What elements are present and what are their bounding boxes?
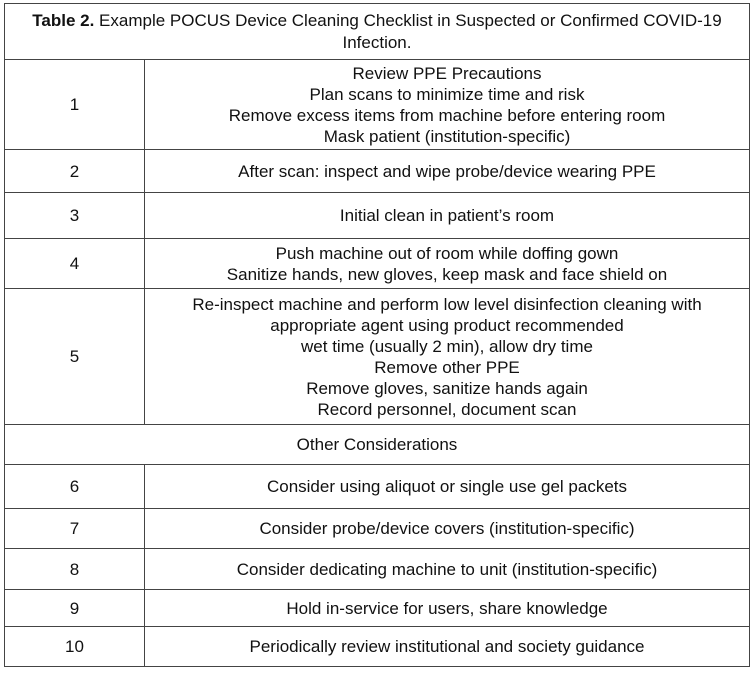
step-line: Review PPE Precautions	[352, 63, 542, 83]
table-row	[5, 239, 750, 289]
step-number: 1	[5, 60, 145, 150]
table-row	[5, 627, 750, 667]
step-line: Push machine out of room while doffing gown	[275, 243, 619, 263]
step-number: 6	[5, 465, 145, 509]
step-number: 10	[5, 627, 145, 667]
step-line: Sanitize hands, new gloves, keep mask and face shield on	[226, 264, 668, 284]
table-row	[5, 549, 750, 590]
step-description: Periodically review institutional and society guidance	[145, 627, 750, 667]
step-description: Consider using aliquot or single use gel packets	[145, 465, 750, 509]
step-line: Record personnel, document scan	[317, 399, 577, 419]
step-number: 8	[5, 549, 145, 590]
step-number: 3	[5, 193, 145, 239]
table-row	[5, 60, 750, 150]
section-header: Other Considerations	[5, 425, 750, 465]
step-description: Hold in-service for users, share knowledge	[145, 590, 750, 627]
step-number: 4	[5, 239, 145, 289]
step-line: Re-inspect machine and perform low level disinfection cleaning with	[192, 294, 702, 314]
step-description	[145, 150, 750, 193]
step-line: Mask patient (institution-specific)	[323, 126, 571, 146]
step-description: Consider probe/device covers (institution-specific)	[145, 509, 750, 549]
step-number: 7	[5, 509, 145, 549]
step-number: 9	[5, 590, 145, 627]
table-caption	[5, 4, 750, 60]
table-row	[5, 590, 750, 627]
step-line: Remove gloves, sanitize hands again	[306, 378, 588, 398]
table-row	[5, 289, 750, 425]
step-number: 2	[5, 150, 145, 193]
checklist-table	[4, 3, 750, 667]
step-description	[145, 289, 750, 425]
caption-label: Table 2.	[32, 10, 95, 30]
table-row	[5, 465, 750, 509]
step-line: wet time (usually 2 min), allow dry time	[301, 336, 593, 356]
step-number: 5	[5, 289, 145, 425]
step-description	[145, 60, 750, 150]
section-header-row	[5, 425, 750, 465]
step-line: Initial clean in patient’s room	[339, 206, 555, 225]
table-row	[5, 150, 750, 193]
step-line: Remove excess items from machine before entering room	[228, 105, 666, 125]
table-row	[5, 509, 750, 549]
step-line: After scan: inspect and wipe probe/device wearing PPE	[238, 161, 656, 181]
step-line: Remove other PPE	[374, 357, 520, 377]
table-row	[5, 193, 750, 239]
step-description: Consider dedicating machine to unit (institution-specific)	[145, 549, 750, 590]
step-line: appropriate agent using product recommended	[270, 315, 624, 335]
caption-text: Example POCUS Device Cleaning Checklist in Suspected or Confirmed COVID-19 Infection.	[94, 10, 722, 52]
step-line: Plan scans to minimize time and risk	[309, 84, 585, 104]
step-description	[145, 239, 750, 289]
caption-row	[5, 4, 750, 60]
step-description	[145, 193, 750, 239]
